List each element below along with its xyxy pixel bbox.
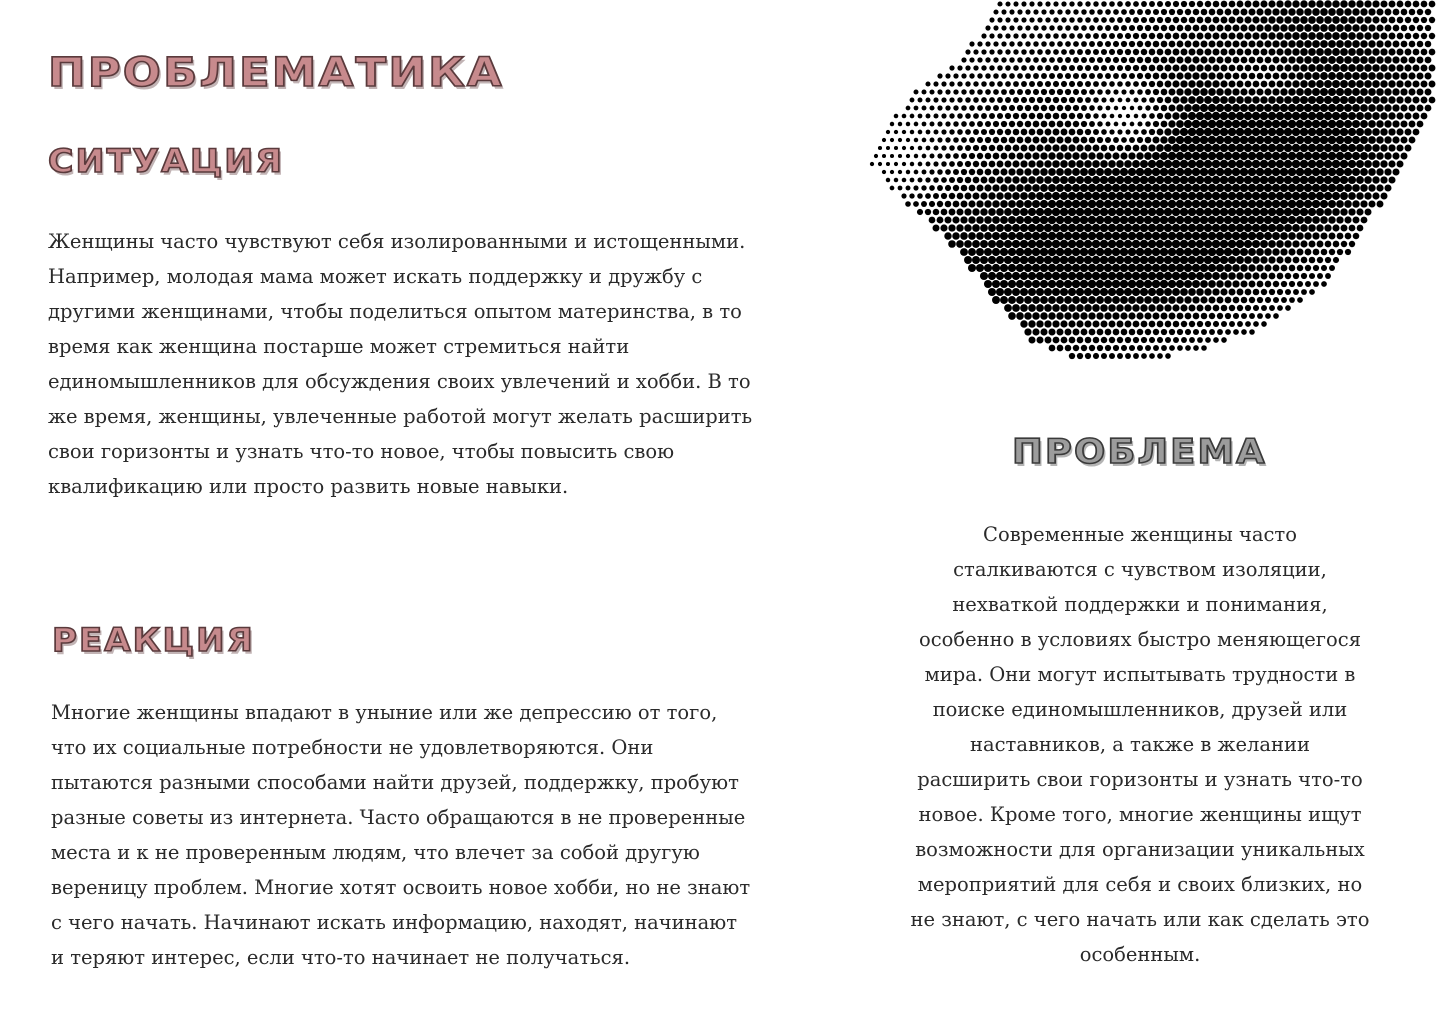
problem-line: наставников, а также в желании [970,733,1310,756]
reaction-line: места и к не проверенным людям, что влечет за собой другую [51,841,700,864]
situation-line: единомышленников для обсуждения своих увлечений и хобби. В то [48,370,751,393]
situation-line: время как женщина постарше может стремиться найти [48,335,630,358]
reaction-line: пытаются разными способами найти друзей, поддержку, пробуют [51,771,739,794]
situation-line: же время, женщины, увлеченные работой могут желать расширить [48,405,753,428]
problem-line: Современные женщины часто [983,523,1297,546]
problem-line: расширить свои горизонты и узнать что-то [917,768,1363,791]
problem-line: мира. Они могут испытывать трудности в [924,663,1356,686]
page-title: ПРОБЛЕМАТИКА [48,50,504,96]
reaction-line: и теряют интерес, если что-то начинает не получаться. [51,946,631,969]
situation-line: Например, молодая мама может искать поддержку и дружбу с [48,265,703,288]
problem-heading: ПРОБЛЕМА [1012,432,1267,472]
situation-line: другими женщинами, чтобы поделиться опытом материнства, в то [48,300,742,323]
halftone-eye-image [860,0,1440,370]
situation-line: свои горизонты и узнать что-то новое, чтобы повысить свою [48,440,675,463]
problem-line: сталкиваются с чувством изоляции, [953,558,1327,581]
problem-line: возможности для организации уникальных [915,838,1365,861]
reaction-line: вереницу проблем. Многие хотят освоить новое хобби, но не знают [51,876,751,899]
problem-paragraph [880,517,1400,972]
reaction-line: Многие женщины впадают в уныние или же депрессию от того, [51,701,718,724]
problem-line: не знают, с чего начать или как сделать это [910,908,1370,931]
reaction-heading: РЕАКЦИЯ [52,621,255,659]
reaction-line: с чего начать. Начинают искать информацию, находят, начинают [51,911,738,934]
problem-line: мероприятий для себя и своих близких, но [917,873,1363,896]
reaction-line: разные советы из интернета. Часто обращаются в не проверенные [51,806,746,829]
problem-line: нехваткой поддержки и понимания, [952,593,1328,616]
situation-heading: СИТУАЦИЯ [48,142,285,180]
situation-paragraph [48,224,828,504]
reaction-line: что их социальные потребности не удовлетворяются. Они [51,736,654,759]
situation-line: квалификацию или просто развить новые навыки. [48,475,569,498]
situation-line: Женщины часто чувствуют себя изолированными и истощенными. [48,230,746,253]
problem-line: особенно в условиях быстро меняющегося [918,628,1361,651]
problem-line: новое. Кроме того, многие женщины ищут [918,803,1362,826]
problem-line: особенным. [1079,943,1201,966]
problem-line: поиске единомышленников, друзей или [932,698,1348,721]
reaction-paragraph [51,695,831,975]
